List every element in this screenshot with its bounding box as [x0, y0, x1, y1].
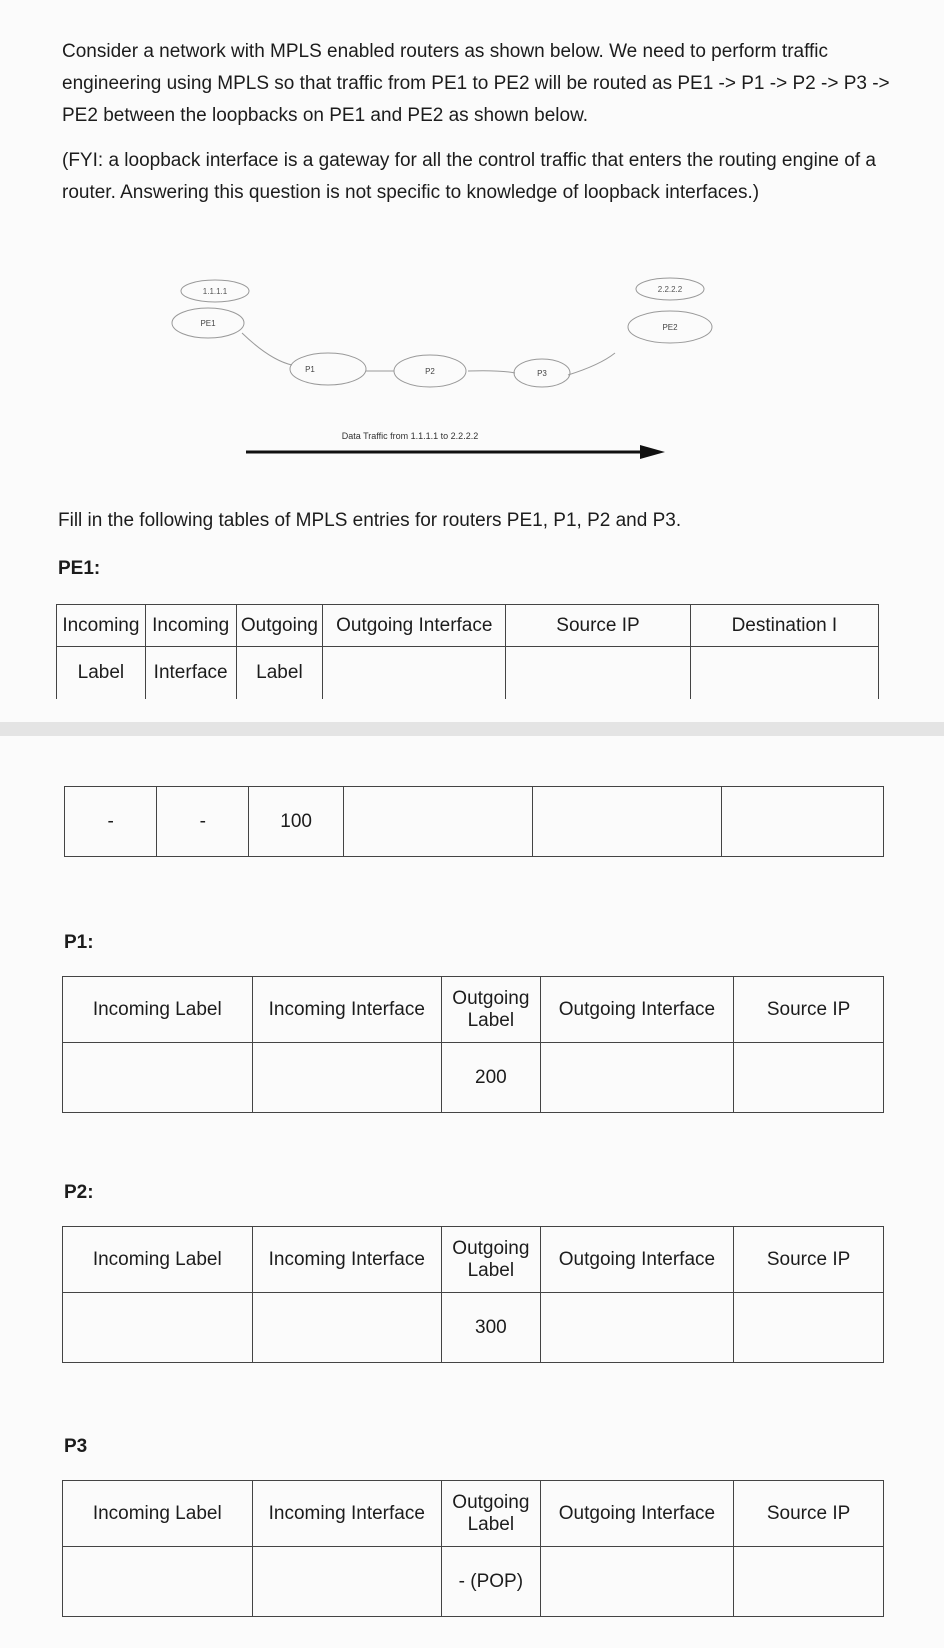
top-page: [0, 0, 944, 722]
p1-cell-incoming-interface: [252, 1043, 442, 1113]
loopback-pe2-label: 2.2.2.2: [657, 285, 683, 294]
svg-text:P1: P1: [305, 365, 315, 374]
pe1-table-header: [56, 604, 879, 699]
p3-header-incoming-label: Incoming Label: [63, 1481, 253, 1547]
network-diagram: [170, 275, 730, 490]
svg-text:PE1: PE1: [200, 319, 216, 328]
p3-title: P3: [64, 1436, 88, 1457]
p2-header-incoming-label: Incoming Label: [63, 1227, 253, 1293]
p3-cell-incoming-interface: [252, 1547, 442, 1617]
p2-table: [62, 1226, 884, 1363]
p1-header-incoming-label: Incoming Label: [63, 977, 253, 1043]
p1-title: P1:: [64, 932, 94, 953]
pe1-header-destination-ip: Destination I: [690, 605, 878, 647]
traffic-caption: Data Traffic from 1.1.1.1 to 2.2.2.2: [341, 431, 479, 441]
p3-table: [62, 1480, 884, 1617]
cloud-pe1: [181, 280, 249, 302]
instruction-text: Fill in the following tables of MPLS entries for routers PE1, P1, P2 and P3.: [58, 510, 682, 531]
svg-text:P3: P3: [537, 369, 547, 378]
svg-text:P2: P2: [425, 367, 435, 376]
p2-cell-incoming-label: [63, 1293, 253, 1363]
p1-cell-outgoing-interface: [540, 1043, 733, 1113]
node-p2: [394, 355, 466, 387]
p3-header-outgoing-label: Outgoing Label: [442, 1481, 541, 1547]
pe1-cell-incoming-interface: -: [157, 787, 249, 857]
node-p3: [514, 359, 570, 387]
p2-title: P2:: [64, 1182, 94, 1203]
pe1-cell-outgoing-interface: [343, 787, 532, 857]
p1-header-incoming-interface: Incoming Interface: [252, 977, 442, 1043]
fyi-paragraph: (FYI: a loopback interface is a gateway for all the control traffic that enters the routing engine of a router. Answering this question is not specific to knowledge of loopback interfaces.): [62, 150, 876, 203]
p1-cell-incoming-label: [63, 1043, 253, 1113]
pe1-header2-label: Label: [57, 647, 146, 699]
node-pe2: [628, 311, 712, 343]
node-pe1: [172, 308, 244, 338]
p3-header-source-ip: Source IP: [734, 1481, 884, 1547]
p2-header-incoming-interface: Incoming Interface: [252, 1227, 442, 1293]
traffic-arrow-head: [640, 445, 665, 459]
p2-header-source-ip: Source IP: [734, 1227, 884, 1293]
p3-cell-outgoing-interface: [540, 1547, 733, 1617]
p2-cell-incoming-interface: [252, 1293, 442, 1363]
p2-header-outgoing-label: Outgoing Label: [442, 1227, 541, 1293]
pe1-header-outgoing-interface: Outgoing Interface: [323, 605, 506, 647]
page-gap: [0, 722, 944, 736]
p1-header-outgoing-label: Outgoing Label: [442, 977, 541, 1043]
p2-cell-outgoing-label: 300: [442, 1293, 541, 1363]
pe1-table-row: [64, 786, 884, 857]
p3-header-outgoing-interface: Outgoing Interface: [540, 1481, 733, 1547]
pe1-cell-source-ip: [533, 787, 722, 857]
pe1-header-source-ip: Source IP: [506, 605, 691, 647]
p1-header-source-ip: Source IP: [734, 977, 884, 1043]
node-p1: [290, 353, 366, 385]
loopback-pe1-label: 1.1.1.1: [202, 287, 228, 296]
p2-cell-outgoing-interface: [540, 1293, 733, 1363]
pe1-header2-interface: Interface: [145, 647, 236, 699]
pe1-title: PE1:: [58, 558, 101, 579]
pe1-header-outgoing-label: Outgoing: [236, 605, 323, 647]
pe1-cell-incoming-label: -: [65, 787, 157, 857]
p2-cell-source-ip: [734, 1293, 884, 1363]
pe1-cell-outgoing-label: 100: [249, 787, 343, 857]
p1-table: [62, 976, 884, 1113]
pe1-header-incoming-label: Incoming: [57, 605, 146, 647]
cloud-pe2: [636, 278, 704, 300]
p3-header-incoming-interface: Incoming Interface: [252, 1481, 442, 1547]
p1-cell-outgoing-label: 200: [442, 1043, 541, 1113]
p1-cell-source-ip: [734, 1043, 884, 1113]
p3-cell-incoming-label: [63, 1547, 253, 1617]
p2-header-outgoing-interface: Outgoing Interface: [540, 1227, 733, 1293]
pe1-header-incoming-interface: Incoming: [145, 605, 236, 647]
p1-header-outgoing-interface: Outgoing Interface: [540, 977, 733, 1043]
p3-cell-outgoing-label: - (POP): [442, 1547, 541, 1617]
bottom-page: [0, 736, 944, 1648]
pe1-cell-destination-ip: [722, 787, 884, 857]
pe1-header2-label-out: Label: [236, 647, 323, 699]
svg-text:PE2: PE2: [662, 323, 678, 332]
intro-paragraph: Consider a network with MPLS enabled routers as shown below. We need to perform traffic engineering using MPLS so that traffic from PE1 to PE2 will be routed as PE1 -> P1 -> P2 -> P3 -> PE2 between the loopbacks on PE1 and PE2 as shown below.: [62, 41, 890, 126]
p3-cell-source-ip: [734, 1547, 884, 1617]
